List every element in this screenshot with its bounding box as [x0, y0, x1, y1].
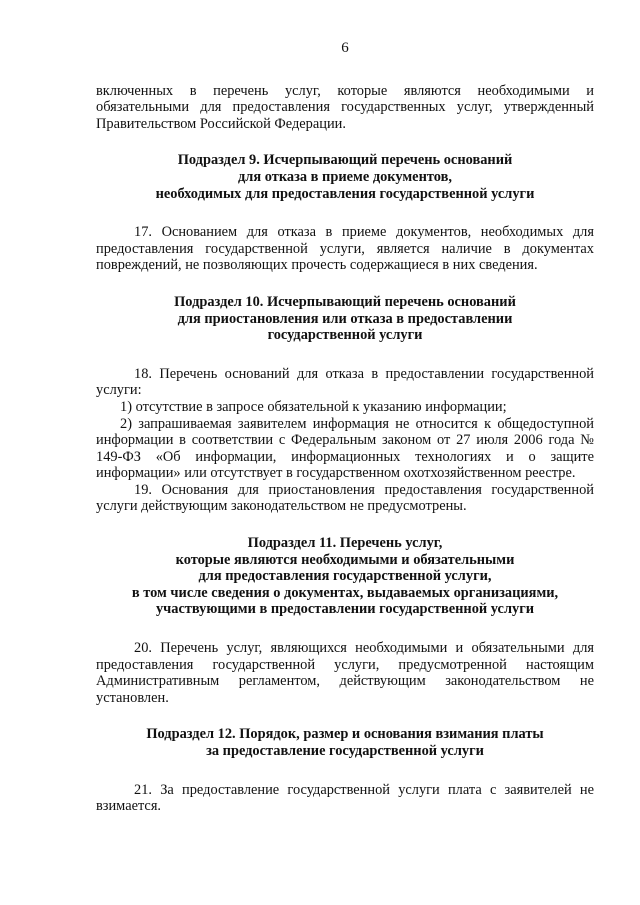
- paragraph-19: 19. Основания для приостановления предоставления государственной услуги действующим законодательством не предусмотрены.: [96, 481, 594, 515]
- heading-line: участвующими в предоставлении государственной услуги: [155, 601, 535, 618]
- heading-line: для приостановления или отказа в предоставлении: [177, 310, 513, 327]
- paragraph-21: 21. За предоставление государственной услуги плата с заявителей не взимается.: [96, 781, 594, 815]
- heading-line: за предоставление государственной услуги: [206, 743, 484, 759]
- heading-line: Подраздел 10. Исчерпывающий перечень оснований: [174, 293, 516, 310]
- paragraph-18: 18. Перечень оснований для отказа в предоставлении государственной услуги:: [96, 365, 594, 399]
- paragraph-17: 17. Основанием для отказа в приеме документов, необходимых для предоставления государственной услуги, является наличие в документах повреждений, не позволяющих прочесть содержащиеся в них сведения.: [96, 224, 594, 274]
- heading-line: государственной услуги: [267, 327, 423, 344]
- heading-line: Подраздел 9. Исчерпывающий перечень оснований: [177, 152, 513, 169]
- document-page: [96, 40, 594, 815]
- page-number: 6: [341, 40, 349, 56]
- section-11: [96, 535, 594, 706]
- intro-paragraph: включенных в перечень услуг, которые являются необходимыми и обязательными для предоставления государственных услуг, утвержденный Правительством Российской Федерации.: [96, 82, 594, 132]
- list-item-1: 1) отсутствие в запросе обязательной к указанию информации;: [120, 398, 507, 415]
- heading-line: Подраздел 12. Порядок, размер и основания взимания платы: [146, 726, 544, 743]
- heading-line: которые являются необходимыми и обязательными: [175, 551, 515, 568]
- section-10: [96, 294, 594, 515]
- heading-line: в том числе сведения о документах, выдаваемых организациями,: [131, 584, 559, 601]
- section-11-heading: [96, 535, 594, 618]
- section-9-heading: [96, 152, 594, 202]
- paragraph-20: 20. Перечень услуг, являющихся необходимыми и обязательными для предоставления государственной услуги, предусмотренной настоящим Административным регламентом, действующим законодательством не установлен.: [96, 640, 594, 706]
- section-12-heading: [96, 726, 594, 759]
- section-10-heading: [96, 294, 594, 344]
- section-12: [96, 726, 594, 814]
- heading-line: для предоставления государственной услуги,: [198, 568, 492, 585]
- heading-line: необходимых для предоставления государственной услуги: [155, 185, 535, 202]
- section-9: [96, 152, 594, 274]
- heading-line: для отказа в приеме документов,: [238, 168, 452, 185]
- list-item-2: 2) запрашиваемая заявителем информация не относится к общедоступной информации в соответствии с Федеральным законом от 27 июля 2006 года № 149-ФЗ «Об информации, информационных технологиях и о защите информации» или отсутствует в государственном охотхозяйственном реестре.: [96, 415, 594, 482]
- heading-line: Подраздел 11. Перечень услуг,: [247, 535, 443, 552]
